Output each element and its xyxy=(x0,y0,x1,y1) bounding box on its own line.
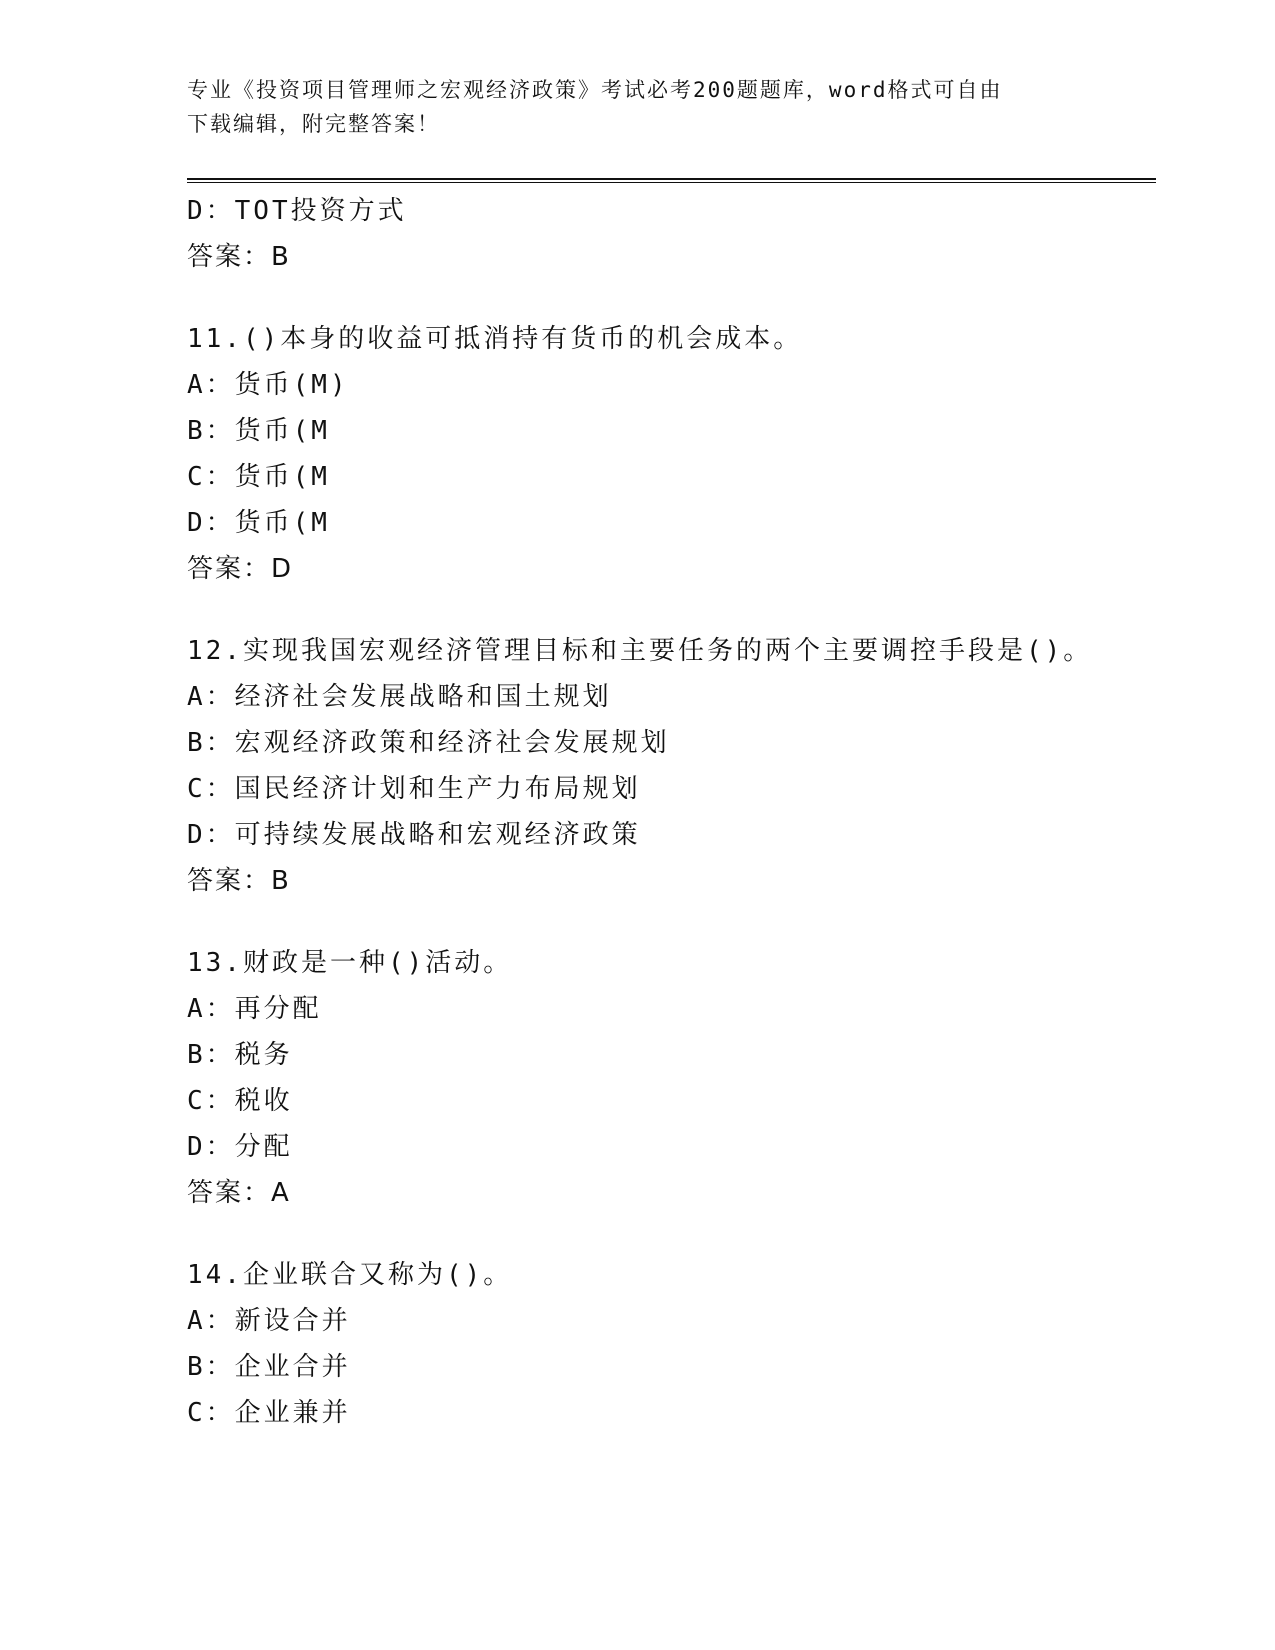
option-c: C：货币(M xyxy=(187,462,330,492)
question-block xyxy=(187,628,1147,904)
option-b: B：宏观经济政策和经济社会发展规划 xyxy=(187,728,670,758)
option-a: A：货币(M) xyxy=(187,370,349,400)
option-d: D：TOT投资方式 xyxy=(187,196,407,226)
option-d: D：货币(M xyxy=(187,508,330,538)
option-c: C：国民经济计划和生产力布局规划 xyxy=(187,774,641,804)
header-line-2: 下载编辑，附完整答案！ xyxy=(187,112,440,136)
question-text: 12.实现我国宏观经济管理目标和主要任务的两个主要调控手段是()。 xyxy=(187,636,1093,666)
question-block xyxy=(187,188,1147,280)
answer-line: 答案：B xyxy=(187,866,291,896)
option-c: C：税收 xyxy=(187,1086,293,1116)
option-a: A：再分配 xyxy=(187,994,322,1024)
option-c: C：企业兼并 xyxy=(187,1398,351,1428)
document-header xyxy=(187,73,1087,141)
question-text: 13.财政是一种()活动。 xyxy=(187,948,513,978)
option-b: B：税务 xyxy=(187,1040,293,1070)
answer-line: 答案：A xyxy=(187,1178,291,1208)
header-line-1: 专业《投资项目管理师之宏观经济政策》考试必考200题题库，word格式可自由 xyxy=(187,78,1003,102)
question-text: 14.企业联合又称为()。 xyxy=(187,1260,513,1290)
option-b: B：货币(M xyxy=(187,416,330,446)
question-block xyxy=(187,316,1147,592)
answer-line: 答案：D xyxy=(187,554,294,584)
option-a: A：经济社会发展战略和国土规划 xyxy=(187,682,612,712)
question-block xyxy=(187,1252,1147,1436)
answer-line: 答案：B xyxy=(187,242,291,272)
question-text: 11.()本身的收益可抵消持有货币的机会成本。 xyxy=(187,324,803,354)
header-divider xyxy=(187,178,1156,183)
option-a: A：新设合并 xyxy=(187,1306,351,1336)
question-block xyxy=(187,940,1147,1216)
option-d: D：分配 xyxy=(187,1132,293,1162)
option-d: D：可持续发展战略和宏观经济政策 xyxy=(187,820,641,850)
question-list xyxy=(187,188,1147,1436)
option-b: B：企业合并 xyxy=(187,1352,351,1382)
